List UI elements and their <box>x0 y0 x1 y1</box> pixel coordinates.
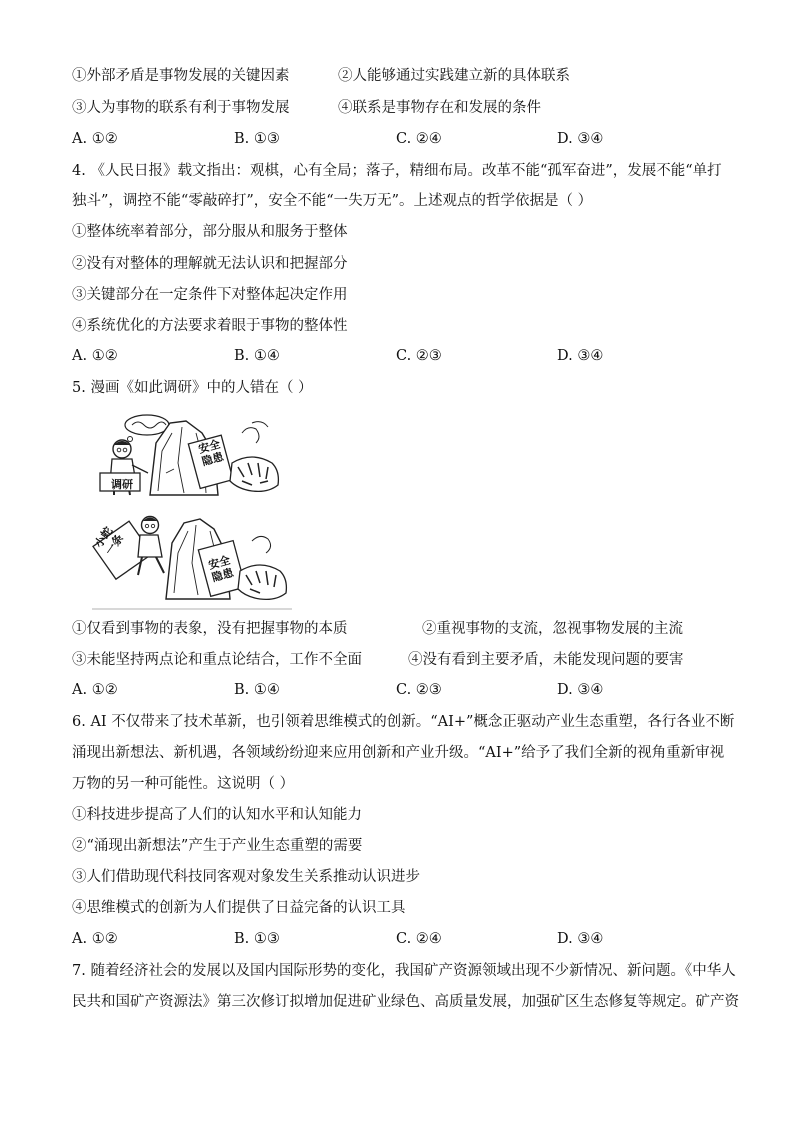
cartoon-bottom-panel <box>92 517 292 610</box>
q5-choice-d: D. ③④ <box>557 682 604 698</box>
q7-stem-line-1: 7. 随着经济社会的发展以及国内国际形势的变化，我国矿产资源领域出现不少新情况、新问题。《中华人 <box>72 963 736 979</box>
cartoon-illustration <box>92 403 292 613</box>
q5-statement-2: ②重视事物的支流，忽视事物发展的主流 <box>422 621 683 637</box>
q5-statement-3: ③未能坚持两点论和重点论结合，工作不全面 <box>72 652 362 668</box>
q6-choice-a: A. ①② <box>72 931 118 947</box>
q6-statement-4: ④思维模式的创新为人们提供了日益完备的认识工具 <box>72 900 406 916</box>
q3-statement-3: ③人为事物的联系有利于事物发展 <box>72 100 290 116</box>
q4-choice-d: D. ③④ <box>557 348 604 364</box>
q6-statement-2: ②“涌现出新想法”产生于产业生态重塑的需要 <box>72 838 363 854</box>
q3-choice-a: A. ①② <box>72 131 118 147</box>
q5-statement-1: ①仅看到事物的表象，没有把握事物的本质 <box>72 621 348 637</box>
q4-statement-2: ②没有对整体的理解就无法认识和把握部分 <box>72 256 348 272</box>
q4-choice-b: B. ①④ <box>234 348 280 364</box>
q6-choice-c: C. ②④ <box>396 931 442 947</box>
q6-choice-b: B. ①③ <box>234 931 280 947</box>
q4-stem-line-1: 4. 《人民日报》载文指出：观棋，心有全局；落子，精细布局。改革不能“孤军奋进”，发展不能“单打 <box>72 163 722 179</box>
q4-statement-3: ③关键部分在一定条件下对整体起决定作用 <box>72 287 348 303</box>
q4-choice-c: C. ②③ <box>396 348 442 364</box>
q7-stem-line-2: 民共和国矿产资源法》第三次修订拟增加促进矿业绿色、高质量发展，加强矿区生态修复等规定。矿产资 <box>72 994 739 1010</box>
q3-statement-2: ②人能够通过实践建立新的具体联系 <box>338 68 570 84</box>
q3-statement-4: ④联系是事物存在和发展的条件 <box>338 100 541 116</box>
q4-statement-4: ④系统优化的方法要求着眼于事物的整体性 <box>72 318 348 334</box>
q3-choice-c: C. ②④ <box>396 131 442 147</box>
q6-statement-1: ①科技进步提高了人们的认知水平和认知能力 <box>72 807 362 823</box>
q6-statement-3: ③人们借助现代科技同客观对象发生关系推动认识进步 <box>72 869 420 885</box>
cartoon-rock-tag-top: 安全隐患 <box>197 437 225 469</box>
q5-choice-b: B. ①④ <box>234 682 280 698</box>
q4-choice-a: A. ①② <box>72 348 118 364</box>
cartoon-sign-bottom: 小蛇一条 <box>92 524 126 558</box>
q5-choice-c: C. ②③ <box>396 682 442 698</box>
q6-stem-line-1: 6. AI 不仅带来了技术革新，也引领着思维模式的创新。“AI+”概念正驱动产业生态重塑，各行各业不断 <box>72 714 735 730</box>
q5-stem-line-1: 5. 漫画《如此调研》中的人错在（ ） <box>72 380 313 396</box>
q4-statement-1: ①整体统率着部分，部分服从和服务于整体 <box>72 224 348 240</box>
q6-choice-d: D. ③④ <box>557 931 604 947</box>
q3-choice-d: D. ③④ <box>557 131 604 147</box>
cartoon-rock-tag-bottom: 安全隐患 <box>207 553 235 585</box>
q6-stem-line-3: 万物的另一种可能性。这说明（ ） <box>72 776 295 792</box>
q5-statement-4: ④没有看到主要矛盾，未能发现问题的要害 <box>408 652 684 668</box>
q4-stem-line-2: 独斗”，调控不能“零敲碎打”，安全不能“一失万无”。上述观点的哲学依据是（ ） <box>72 193 593 209</box>
cartoon-sign-top: 调研 <box>111 478 133 491</box>
q3-statement-1: ①外部矛盾是事物发展的关键因素 <box>72 68 290 84</box>
q5-choice-a: A. ①② <box>72 682 118 698</box>
q6-stem-line-2: 涌现出新想法、新机遇，各领域纷纷迎来应用创新和产业升级。“AI+”给予了我们全新的视角重新审视 <box>72 745 725 761</box>
q3-choice-b: B. ①③ <box>234 131 280 147</box>
